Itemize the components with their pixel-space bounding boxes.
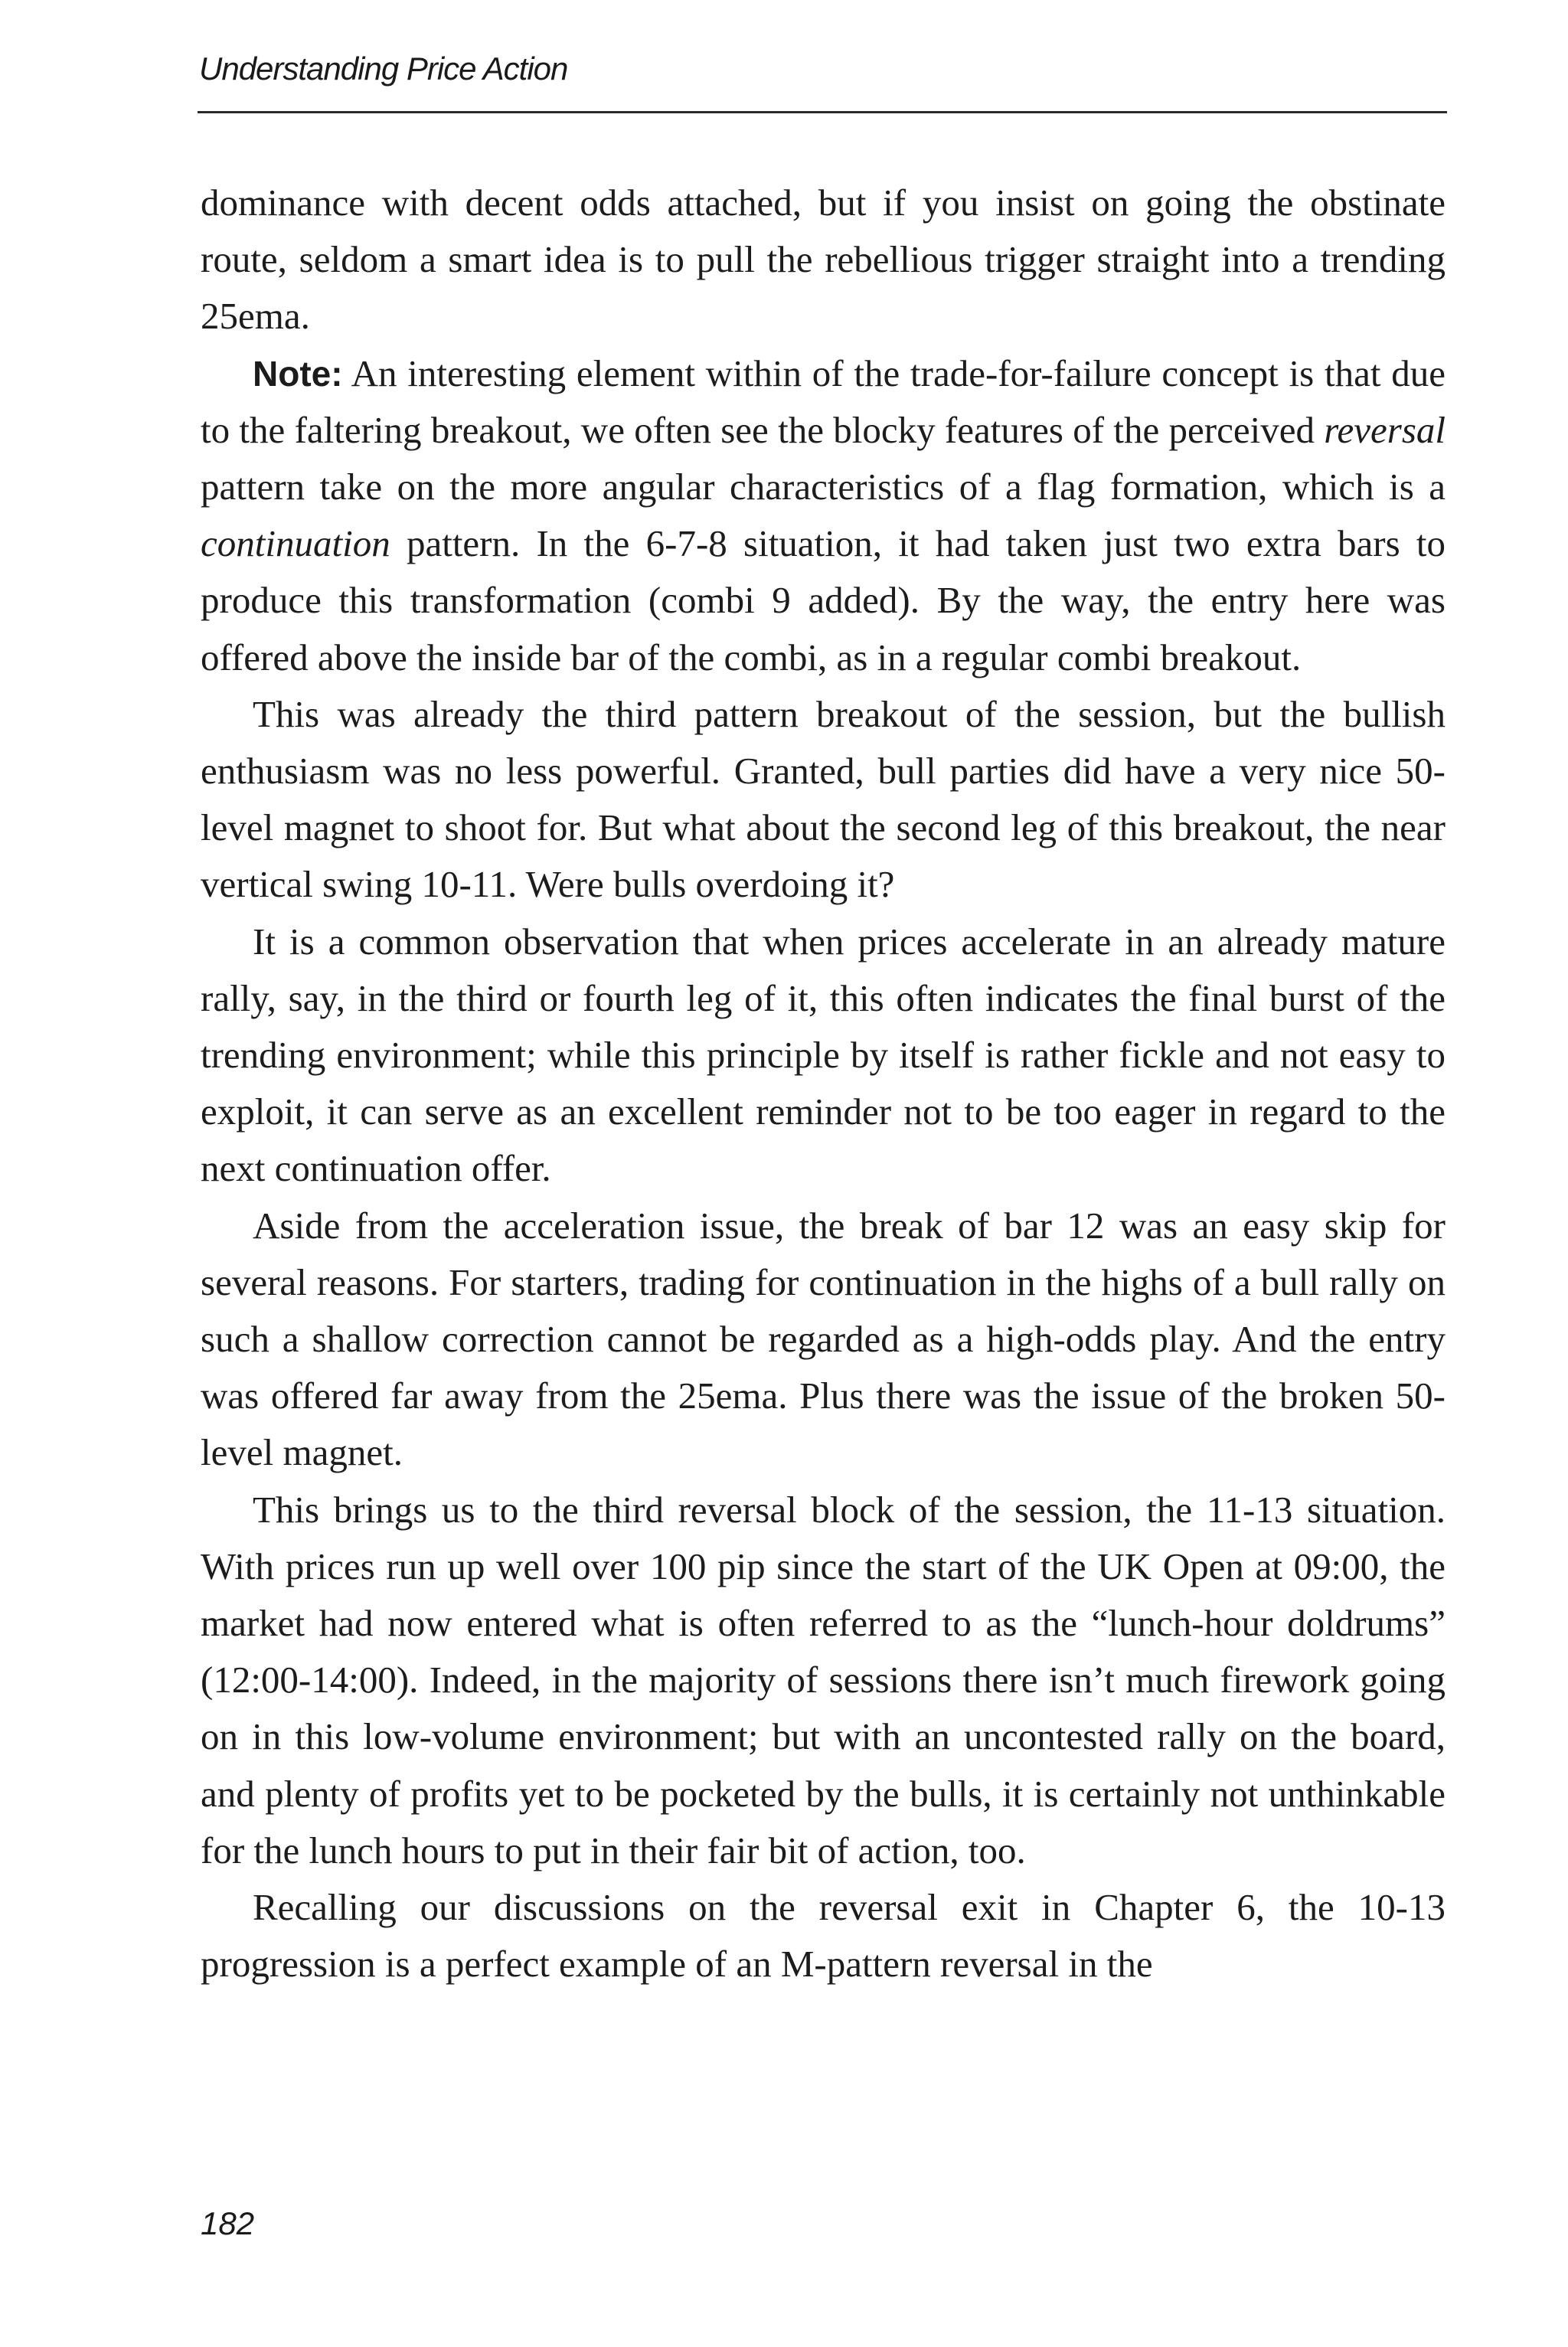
paragraph: Recalling our discussions on the reversal exit in Chapter 6, the 10-13 progression is a perfect example of an M-pattern reversal in the	[201, 1886, 1446, 1986]
note-label: Note:	[253, 353, 343, 394]
paragraph: This was already the third pattern breakout of the session, but the bullish enthusiasm was no less powerful. Granted, bull parties did have a very nice 50-level magnet to shoot for. But what about the second leg of this breakout, the near vertical swing 10-11. Were bulls overdoing it?	[201, 692, 1446, 906]
note-text: pattern. In the 6-7-8 situation, it had taken just two extra bars to produce this transformation (combi 9 added). By the way, the entry here was offered above the inside bar of the combi, as in a regular combi breakout.	[201, 522, 1446, 678]
paragraph: Aside from the acceleration issue, the break of bar 12 was an easy skip for several reasons. For starters, trading for continuation in the highs of a bull rally on such a shallow correction cannot be regarded as a high-odds play. And the entry was offered far away from the 25ema. Plus there was the issue of the broken 50-level magnet.	[201, 1204, 1446, 1474]
emphasis-term: reversal	[1324, 408, 1446, 451]
paragraph: This brings us to the third reversal block of the session, the 11-13 situation. With prices run up well over 100 pip since the start of the UK Open at 09:00, the market had now entered what is often referred to as the “lunch-hour doldrums” (12:00-14:00). Indeed, in the majority of sessions there isn’t much firework going on in this low-volume environment; but with an uncontested rally on the board, and plenty of profits yet to be pocketed by the bulls, it is certainly not unthinkable for the lunch hours to put in their fair bit of action, too.	[201, 1488, 1446, 1871]
paragraph: dominance with decent odds attached, but if you insist on going the obstinate route, seldom a smart idea is to pull the rebellious trigger straight into a trending 25ema.	[201, 181, 1446, 338]
running-header: Understanding Price Action	[199, 51, 568, 87]
note-text: An interesting element within of the trade-for-failure concept is that due to the faltering breakout, we often see the blocky features of the perceived	[201, 351, 1446, 451]
note-paragraph	[201, 345, 1446, 686]
note-text: pattern take on the more angular characteristics of a flag formation, which is a	[201, 466, 1446, 508]
paragraph: It is a common observation that when prices accelerate in an already mature rally, say, in the third or fourth leg of it, this often indicates the final burst of the trending environment; while this principle by itself is rather fickle and not easy to exploit, it can serve as an excellent reminder not to be too eager in regard to the next continuation offer.	[201, 920, 1446, 1190]
body-text	[201, 175, 1446, 1993]
emphasis-term: continuation	[201, 522, 390, 565]
page-number: 182	[201, 2205, 255, 2241]
header-rule	[198, 111, 1447, 113]
